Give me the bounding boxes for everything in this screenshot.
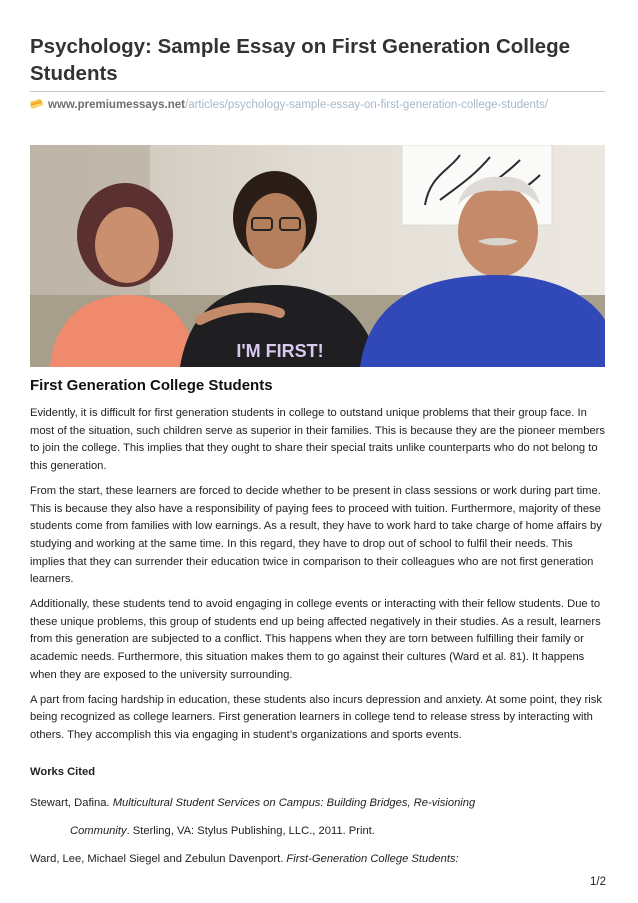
paragraph: Additionally, these students tend to avoid engaging in college events or interacting with their fellow students. Due to these unique problems, this group of students end up being affected negatively in their studies. As a result, learners from this generation are subjected to a conflict. This happens when they are torn between fulfilling their family or academic needs. Furthermore, this situation makes them to go against their cultures (Ward et al. 81). It happens when they are exposed to the university surrounding. — [30, 598, 601, 681]
pencil-icon — [30, 99, 44, 114]
source-link[interactable] — [48, 99, 548, 111]
page-title: Psychology: Sample Essay on First Generation College Students — [30, 35, 570, 85]
works-cited-heading: Works Cited — [30, 766, 96, 778]
shirt-print: I'M FIRST! — [236, 341, 324, 361]
citation-title: Multicultural Student Services on Campus: Building Bridges, Re-visioning — [112, 797, 476, 809]
paragraph: Evidently, it is difficult for first generation students in college to outstand unique problems that their group face. In most of the situation, such children serve as superior in their families. This is because they are the pioneer members to join the college. This implies that they ought to share their special traits unlike counterparts who do not belong to this generation. — [30, 407, 605, 473]
source-domain: www.premiumessays.net — [48, 99, 185, 111]
citation-title: Community — [70, 825, 127, 837]
article-heading: First Generation College Students — [30, 377, 273, 394]
source-line — [30, 98, 548, 114]
citation-entry — [30, 852, 459, 867]
source-path: /articles/psychology-sample-essay-on-first-generation-college-students/ — [185, 99, 549, 111]
citation-author: Ward, Lee, Michael Siegel and Zebulun Davenport. — [30, 853, 287, 865]
citation-publisher: . Sterling, VA: Stylus Publishing, LLC., 2011. Print. — [126, 825, 375, 837]
citation-title: First-Generation College Students: — [286, 853, 459, 865]
page-number: 1/2 — [590, 876, 606, 888]
family-photo — [30, 145, 605, 367]
article-body — [30, 405, 605, 752]
citation-author: Stewart, Dafina. — [30, 797, 113, 809]
paragraph: A part from facing hardship in education, these students also incurs depression and anxiety. At some point, they risk being recognized as college learners. First generation learners in college tend to release stress by interacting with others. They accomplish this via engaging in student’s organizations and sports events. — [30, 693, 602, 741]
paragraph: From the start, these learners are forced to decide whether to be present in class sessions or work during part time. This is because they also have a responsibility of paying fees to proceed with tuition. Furthermore, majority of these students come from families with low earnings. As a result, they have to work hard to take charge of home affairs by studying and working at the same time. In this regard, they have to drop out of school to fulfil their needs. This implies that they can surrender their education twice in comparison to their colleagues who are not first generation learners. — [30, 484, 602, 586]
header-divider — [30, 91, 605, 92]
citation-entry-continued — [70, 824, 375, 839]
citation-entry — [30, 796, 475, 811]
